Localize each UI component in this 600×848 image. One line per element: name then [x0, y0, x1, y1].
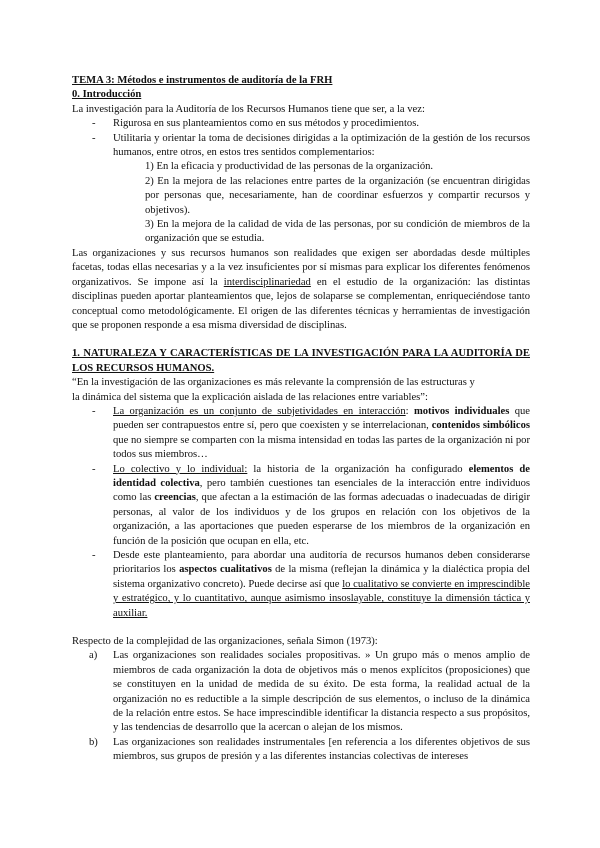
list-marker: a) — [89, 650, 98, 662]
text-span: Las organizaciones y sus recursos humanos son realidades que exigen ser abordadas desde múltiples facetas, todas ellas necesarias y a la vez insuficientes por sí mismas para explicar los diferentes fenómenos organizativos. Se impone así la — [72, 247, 530, 288]
spacer — [72, 333, 530, 347]
underlined-text: Lo colectivo y lo individual: — [113, 463, 248, 475]
document-page — [72, 74, 530, 765]
text-span: : — [405, 405, 414, 417]
underlined-text: lo cualitativo se convierte en imprescindible y estratégico, y lo cuantitativo, aunque asimismo insoslayable, constituye la dimensión táctica y auxiliar. — [113, 578, 530, 619]
requirements-list — [72, 117, 530, 160]
text-span: de la misma (reflejan la dinámica y la dialéctica propia del sistema organizativo concreto). Puede decirse así que — [113, 564, 530, 590]
text-span: que no siempre se comparten con la misma intensidad en todas las partes de la organización ni por todos sus miembros… — [113, 434, 530, 461]
keyword-interdisciplinariedad: interdisciplinariedad — [223, 276, 311, 288]
section-1-heading: 1. NATURALEZA Y CARACTERÍSTICAS DE LA INVESTIGACIÓN PARA LA AUDITORÍA DE LOS RECURSOS HUMANOS. — [72, 348, 530, 374]
simon-item — [72, 649, 530, 735]
list-marker: b) — [89, 736, 98, 748]
bold-text: aspectos cualitativos — [179, 564, 272, 576]
requirement-item: - Rigurosa en sus planteamientos como en sus métodos y procedimientos. — [72, 117, 530, 131]
bold-text: contenidos simbólicos — [431, 420, 530, 432]
bold-text: motivos individuales — [413, 405, 510, 417]
simon-intro: Respecto de la complejidad de las organizaciones, señala Simon (1973): — [72, 636, 378, 648]
text-span: Las organizaciones son realidades instrumentales [en referencia a los diferentes objetivos de sus miembros, sus grupos de presión y a las diferentes instancias colectivas de intereses — [113, 736, 530, 763]
simon-list — [72, 649, 530, 764]
interdisciplinarity-paragraph — [72, 247, 530, 333]
sense-item: 2) En la mejora de las relaciones entre partes de la organización (se encuentran dirigidas por personas que, necesariamente, han de coordinar esfuerzos y compartir recursos y objetivos). — [145, 175, 530, 216]
sense-item: 1) En la eficacia y productividad de las personas de la organización. — [145, 161, 434, 173]
text-span: Las organizaciones son realidades sociales propositivas. » Un grupo más o menos amplio de miembros de cada organización la dota de objetivos más o menos explícitos (proposiciones) que se constituyen en la unidad de medida de su éxito. De esta forma, la realidad actual de la organización no es reductible a la simple descripción de sus elementos, o incluso de la dinámica de la relación entre estos. Se hace imprescindible identificar la distancia respecto a sus propósitos, y las tendencias de desarrollo que la acercan o alejan de los mismos. — [113, 650, 530, 734]
characteristic-item — [72, 549, 530, 621]
spacer — [72, 621, 530, 635]
bold-text: elementos de identidad colectiva — [113, 463, 530, 489]
simon-item — [72, 736, 530, 765]
characteristic-item — [72, 463, 530, 549]
quote-line: “En la investigación de las organizaciones es más relevante la comprensión de las estructuras y — [72, 377, 475, 389]
text-span: Desde este planteamiento, para abordar una auditoría de recursos humanos deben considerarse prioritarios los — [113, 550, 530, 576]
text-span: que pueden ser contrapuestos entre sí, pero que coexisten y se interrelacionan, — [113, 405, 531, 432]
text-span: , pero también cuestiones tan esenciales de la interacción entre individuos como las — [113, 477, 530, 504]
requirement-item: - Utilitaria y orientar la toma de decisiones dirigidas a la optimización de la gestión de los recursos humanos, entre otros, en estos tres sentidos complementarios: — [72, 132, 530, 161]
page-title: TEMA 3: Métodos e instrumentos de auditoría de la FRH — [72, 75, 333, 86]
bold-text: creencias — [154, 492, 196, 504]
characteristics-list — [72, 405, 530, 621]
quote-line: la dinámica del sistema que la explicación aislada de las relaciones entre variables”: — [72, 391, 428, 403]
characteristic-item — [72, 405, 530, 463]
text-span: , que afectan a la estimación de las formas adecuadas o inadecuadas de dirigir personas, al valor de los individuos y de los grupos en relación con los objetivos de la organización, a las aportaciones que pueden esperarse de los miembros de la organización en función de la posición que ocupan en ella, etc. — [113, 492, 531, 547]
underlined-text: La organización es un conjunto de subjetividades en interacción — [113, 405, 406, 417]
sense-item: 3) En la mejora de la calidad de vida de las personas, por su condición de miembros de la organización que se estudia. — [145, 219, 530, 245]
section-0-intro: La investigación para la Auditoría de los Recursos Humanos tiene que ser, a la vez: — [72, 103, 425, 115]
text-span: la historia de la organización ha configurado — [247, 463, 469, 475]
text-span: en el estudio de la organización: las distintas disciplinas pueden aportar planteamientos que, lejos de solaparse se complementan, enriqueciéndose tanto conceptual como metodológicamente. El origen de las diferentes técnicas y herramientas de investigación que se proponen responde a esa misma diversidad de disciplinas. — [72, 276, 530, 331]
section-0-heading: 0. Introducción — [72, 89, 142, 101]
